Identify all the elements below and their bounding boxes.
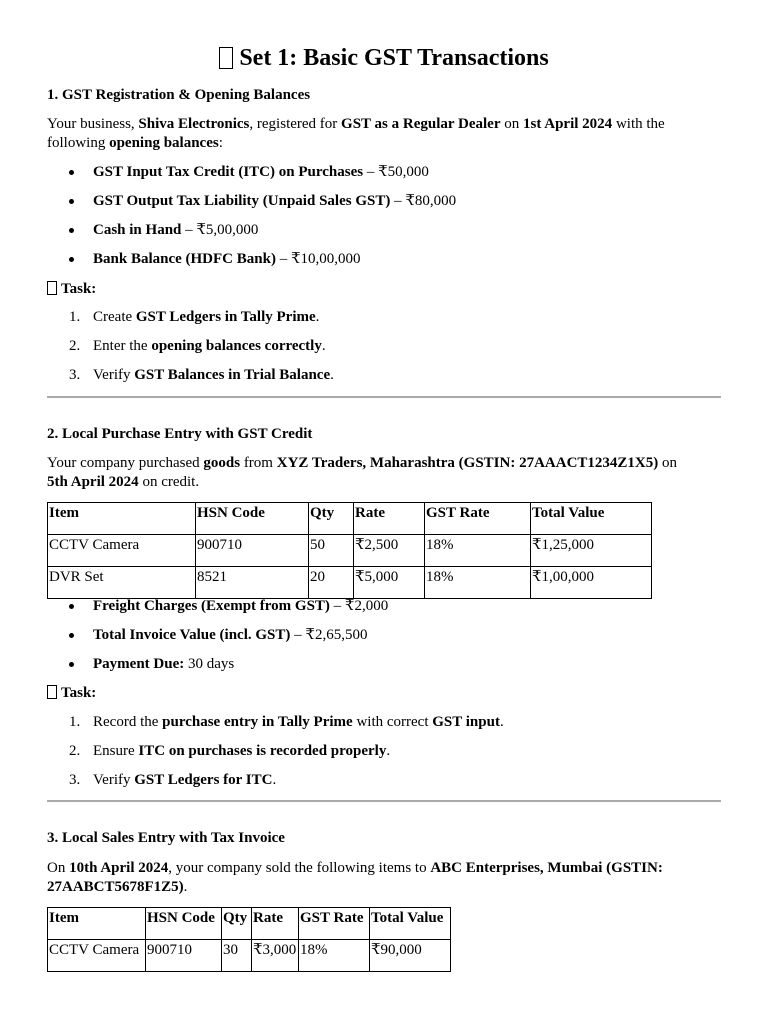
missing-glyph-icon (47, 685, 57, 699)
table-cell: ₹5,000 (354, 567, 425, 599)
table-header-row: Item HSN Code Qty Rate GST Rate Total Value (48, 908, 451, 940)
table-cell: 900710 (196, 535, 309, 567)
table-cell: CCTV Camera (48, 535, 196, 567)
section-2-heading: 2. Local Purchase Entry with GST Credit (47, 426, 313, 442)
table-cell: 8521 (196, 567, 309, 599)
table-cell: CCTV Camera (48, 940, 146, 972)
table-header-row: Item HSN Code Qty Rate GST Rate Total Value (48, 503, 652, 535)
table-row (48, 940, 451, 972)
page-title: Set 1: Basic GST Transactions (47, 42, 721, 74)
table-cell: ₹3,000 (252, 940, 299, 972)
task-label: Task: (47, 280, 96, 298)
table-row (48, 535, 652, 567)
table-cell: ₹2,500 (354, 535, 425, 567)
table-cell: 900710 (146, 940, 222, 972)
table-cell: 30 (222, 940, 252, 972)
section-3-heading: 3. Local Sales Entry with Tax Invoice (47, 830, 285, 846)
table-cell: ₹1,25,000 (531, 535, 652, 567)
section-1-intro: Your business, Shiva Electronics, registered for GST as a Regular Dealer on 1st April 2024 with the following opening balances: (47, 116, 665, 151)
task-label: Task: (47, 684, 96, 702)
table-cell: ₹90,000 (370, 940, 451, 972)
table-cell: 18% (425, 567, 531, 599)
missing-glyph-icon (219, 47, 233, 69)
section-divider (47, 800, 721, 802)
table-cell: DVR Set (48, 567, 196, 599)
table-row (48, 567, 652, 599)
purchase-table (47, 502, 652, 599)
table-cell: 50 (309, 535, 354, 567)
table-cell: 18% (299, 940, 370, 972)
section-3-intro: On 10th April 2024, your company sold the following items to ABC Enterprises, Mumbai (GSTIN: 27AABCT5678F1Z5). (47, 860, 663, 895)
missing-glyph-icon (47, 281, 57, 295)
sales-table (47, 907, 451, 972)
table-cell: ₹1,00,000 (531, 567, 652, 599)
section-1-heading: 1. GST Registration & Opening Balances (47, 87, 311, 103)
section-divider (47, 396, 721, 398)
section-2-intro: Your company purchased goods from XYZ Traders, Maharashtra (GSTIN: 27AAACT1234Z1X5) on 5th April 2024 on credit. (47, 455, 678, 490)
table-cell: 20 (309, 567, 354, 599)
table-cell: 18% (425, 535, 531, 567)
